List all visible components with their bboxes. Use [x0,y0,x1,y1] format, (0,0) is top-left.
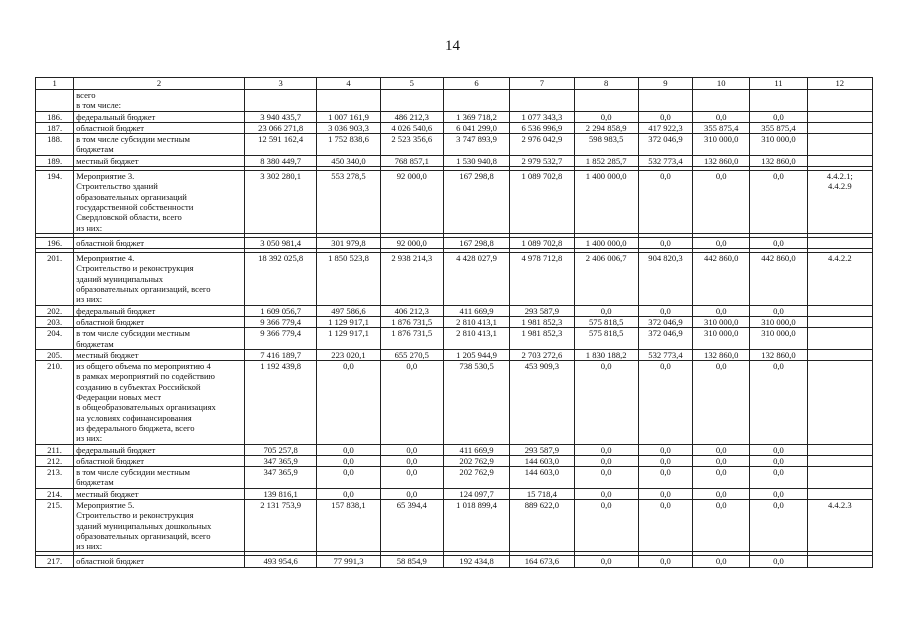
value-cell: 0,0 [693,237,750,248]
value-cell: 0,0 [693,455,750,466]
value-cell: 23 066 271,8 [244,122,316,133]
value-cell: 1 400 000,0 [574,171,638,234]
value-cell: 575 818,5 [574,316,638,327]
value-cell: 0,0 [693,499,750,551]
row-number-cell: 186. [36,111,74,122]
value-cell: 92 000,0 [380,171,443,234]
value-cell: 0,0 [380,488,443,499]
value-cell: 4 978 712,8 [510,253,574,305]
value-cell: 2 810 413,1 [443,316,509,327]
row-description-cell: в том числе субсидии местным бюджетам [74,134,245,156]
row-number-cell: 214. [36,488,74,499]
row-code-cell [807,349,872,360]
row-description-cell: местный бюджет [74,349,245,360]
value-cell: 139 816,1 [244,488,316,499]
value-cell: 1 400 000,0 [574,237,638,248]
row-code-cell [807,90,872,112]
value-cell: 598 983,5 [574,134,638,156]
value-cell: 0,0 [750,467,807,489]
value-cell: 0,0 [638,361,692,444]
value-cell: 310 000,0 [693,316,750,327]
value-cell: 301 979,8 [317,237,380,248]
column-header: 11 [750,78,807,90]
table-row [36,455,873,466]
value-cell: 1 876 731,5 [380,328,443,350]
row-description-cell: Мероприятие 5. Строительство и реконструкция зданий муниципальных дошкольных образовательных организаций, всего из них: [74,499,245,551]
row-code-cell: 4.4.2.2 [807,253,872,305]
row-code-cell [807,361,872,444]
row-description-cell: Мероприятие 4. Строительство и реконструкция зданий муниципальных образовательных организаций, всего из них: [74,253,245,305]
value-cell: 411 669,9 [443,444,509,455]
table-row [36,134,873,156]
value-cell: 310 000,0 [693,134,750,156]
value-cell: 1 852 285,7 [574,155,638,166]
value-cell: 157 838,1 [317,499,380,551]
value-cell: 6 536 996,9 [510,122,574,133]
table-row [36,328,873,350]
value-cell: 0,0 [574,488,638,499]
row-number-cell: 201. [36,253,74,305]
column-header: 8 [574,78,638,90]
table-row [36,237,873,248]
value-cell: 202 762,9 [443,467,509,489]
value-cell: 310 000,0 [750,134,807,156]
value-cell: 0,0 [574,111,638,122]
row-code-cell [807,328,872,350]
value-cell: 3 747 893,9 [443,134,509,156]
value-cell: 355 875,4 [693,122,750,133]
column-header: 5 [380,78,443,90]
value-cell [317,90,380,112]
row-description-cell: всего в том числе: [74,90,245,112]
page-number: 14 [445,38,460,54]
value-cell: 0,0 [638,467,692,489]
value-cell: 164 673,6 [510,556,574,567]
table-row [36,361,873,444]
value-cell: 0,0 [638,556,692,567]
value-cell: 293 587,9 [510,305,574,316]
value-cell: 2 523 356,6 [380,134,443,156]
table-row [36,488,873,499]
value-cell: 58 854,9 [380,556,443,567]
row-number-cell: 202. [36,305,74,316]
value-cell: 372 046,9 [638,328,692,350]
column-header: 4 [317,78,380,90]
column-header: 3 [244,78,316,90]
value-cell: 0,0 [750,488,807,499]
value-cell: 3 050 981,4 [244,237,316,248]
value-cell: 0,0 [380,467,443,489]
value-cell: 0,0 [638,305,692,316]
value-cell: 904 820,3 [638,253,692,305]
row-code-cell [807,455,872,466]
value-cell: 738 530,5 [443,361,509,444]
value-cell: 92 000,0 [380,237,443,248]
value-cell [574,90,638,112]
value-cell: 347 365,9 [244,467,316,489]
row-description-cell: в том числе субсидии местным бюджетам [74,467,245,489]
value-cell: 202 762,9 [443,455,509,466]
value-cell: 486 212,3 [380,111,443,122]
row-description-cell: федеральный бюджет [74,305,245,316]
value-cell: 2 406 006,7 [574,253,638,305]
value-cell: 1 129 917,1 [317,316,380,327]
row-number-cell: 205. [36,349,74,360]
value-cell: 0,0 [380,444,443,455]
value-cell: 2 294 858,9 [574,122,638,133]
value-cell: 0,0 [638,488,692,499]
value-cell: 2 131 753,9 [244,499,316,551]
row-number-cell: 213. [36,467,74,489]
value-cell: 0,0 [750,305,807,316]
column-header: 7 [510,78,574,90]
row-number-cell: 188. [36,134,74,156]
value-cell: 310 000,0 [750,328,807,350]
value-cell: 6 041 299,0 [443,122,509,133]
value-cell: 0,0 [317,488,380,499]
row-number-cell: 204. [36,328,74,350]
value-cell: 1 205 944,9 [443,349,509,360]
row-description-cell: местный бюджет [74,155,245,166]
table-row [36,499,873,551]
row-description-cell: областной бюджет [74,237,245,248]
value-cell: 0,0 [750,444,807,455]
value-cell: 411 669,9 [443,305,509,316]
value-cell: 0,0 [693,467,750,489]
row-number-cell: 203. [36,316,74,327]
value-cell: 0,0 [693,556,750,567]
value-cell: 1 752 838,6 [317,134,380,156]
value-cell: 0,0 [317,444,380,455]
value-cell: 2 703 272,6 [510,349,574,360]
value-cell: 132 860,0 [693,349,750,360]
value-cell: 77 991,3 [317,556,380,567]
value-cell: 1 850 523,8 [317,253,380,305]
table-row [36,122,873,133]
value-cell: 1 077 343,3 [510,111,574,122]
value-cell [750,90,807,112]
value-cell: 0,0 [638,455,692,466]
value-cell: 0,0 [693,488,750,499]
value-cell: 1 830 188,2 [574,349,638,360]
value-cell: 65 394,4 [380,499,443,551]
value-cell [443,90,509,112]
value-cell: 3 940 435,7 [244,111,316,122]
row-code-cell [807,444,872,455]
row-description-cell: местный бюджет [74,488,245,499]
value-cell: 532 773,4 [638,155,692,166]
value-cell: 0,0 [693,444,750,455]
row-code-cell [807,155,872,166]
value-cell: 347 365,9 [244,455,316,466]
value-cell: 12 591 162,4 [244,134,316,156]
value-cell [244,90,316,112]
value-cell: 4 026 540,6 [380,122,443,133]
row-code-cell [807,122,872,133]
value-cell: 0,0 [693,171,750,234]
row-code-cell [807,305,872,316]
value-cell: 0,0 [574,361,638,444]
value-cell: 0,0 [693,111,750,122]
column-header: 1 [36,78,74,90]
column-header: 9 [638,78,692,90]
value-cell: 1 876 731,5 [380,316,443,327]
value-cell: 1 192 439,8 [244,361,316,444]
value-cell: 0,0 [317,361,380,444]
value-cell: 442 860,0 [693,253,750,305]
value-cell: 2 810 413,1 [443,328,509,350]
row-code-cell [807,111,872,122]
table-row [36,253,873,305]
row-description-cell: Мероприятие 3. Строительство зданий образовательных организаций государственной собственности Свердловской области, всего из них: [74,171,245,234]
row-code-cell [807,316,872,327]
row-code-cell [807,134,872,156]
row-number-cell: 212. [36,455,74,466]
value-cell: 0,0 [638,171,692,234]
value-cell: 1 530 940,8 [443,155,509,166]
row-code-cell: 4.4.2.1; 4.4.2.9 [807,171,872,234]
value-cell: 167 298,8 [443,171,509,234]
value-cell: 15 718,4 [510,488,574,499]
row-number-cell: 189. [36,155,74,166]
value-cell: 406 212,3 [380,305,443,316]
value-cell: 355 875,4 [750,122,807,133]
value-cell: 132 860,0 [750,349,807,360]
column-header: 12 [807,78,872,90]
value-cell: 1 981 852,3 [510,316,574,327]
value-cell: 0,0 [380,361,443,444]
row-description-cell: областной бюджет [74,316,245,327]
value-cell: 442 860,0 [750,253,807,305]
value-cell: 575 818,5 [574,328,638,350]
value-cell: 0,0 [574,305,638,316]
value-cell: 132 860,0 [750,155,807,166]
row-description-cell: в том числе субсидии местным бюджетам [74,328,245,350]
value-cell: 0,0 [638,499,692,551]
value-cell: 0,0 [574,444,638,455]
budget-table [35,77,873,568]
table-row [36,556,873,567]
value-cell: 0,0 [574,556,638,567]
row-number-cell: 215. [36,499,74,551]
value-cell: 0,0 [750,361,807,444]
value-cell: 372 046,9 [638,134,692,156]
value-cell: 3 302 280,1 [244,171,316,234]
value-cell: 4 428 027,9 [443,253,509,305]
row-number-cell: 196. [36,237,74,248]
row-description-cell: федеральный бюджет [74,444,245,455]
table-header-row [36,78,873,90]
value-cell: 7 416 189,7 [244,349,316,360]
row-description-cell: областной бюджет [74,122,245,133]
value-cell: 372 046,9 [638,316,692,327]
value-cell: 1 981 852,3 [510,328,574,350]
value-cell: 2 979 532,7 [510,155,574,166]
value-cell: 655 270,5 [380,349,443,360]
value-cell: 0,0 [750,171,807,234]
value-cell: 0,0 [693,361,750,444]
value-cell: 0,0 [750,499,807,551]
value-cell: 18 392 025,8 [244,253,316,305]
value-cell: 0,0 [380,455,443,466]
value-cell: 1 089 702,8 [510,171,574,234]
row-description-cell: областной бюджет [74,455,245,466]
value-cell: 132 860,0 [693,155,750,166]
value-cell: 0,0 [574,455,638,466]
value-cell: 0,0 [317,455,380,466]
row-number-cell: 211. [36,444,74,455]
value-cell: 453 909,3 [510,361,574,444]
value-cell: 310 000,0 [693,328,750,350]
value-cell: 1 129 917,1 [317,328,380,350]
value-cell [638,90,692,112]
table-row [36,444,873,455]
table-row [36,111,873,122]
value-cell: 1 609 056,7 [244,305,316,316]
row-code-cell [807,467,872,489]
row-code-cell [807,556,872,567]
value-cell: 0,0 [638,111,692,122]
value-cell: 532 773,4 [638,349,692,360]
value-cell: 310 000,0 [750,316,807,327]
value-cell: 553 278,5 [317,171,380,234]
value-cell: 1 018 899,4 [443,499,509,551]
value-cell: 0,0 [693,305,750,316]
value-cell: 705 257,8 [244,444,316,455]
column-header: 10 [693,78,750,90]
table-row [36,349,873,360]
value-cell: 0,0 [317,467,380,489]
table-row [36,305,873,316]
value-cell [380,90,443,112]
row-code-cell [807,488,872,499]
row-code-cell [807,237,872,248]
value-cell: 0,0 [638,444,692,455]
table-row [36,316,873,327]
value-cell: 9 366 779,4 [244,316,316,327]
table-row [36,467,873,489]
value-cell: 1 369 718,2 [443,111,509,122]
value-cell: 293 587,9 [510,444,574,455]
value-cell [693,90,750,112]
value-cell: 1 089 702,8 [510,237,574,248]
value-cell: 144 603,0 [510,467,574,489]
row-description-cell: областной бюджет [74,556,245,567]
row-code-cell: 4.4.2.3 [807,499,872,551]
value-cell: 144 603,0 [510,455,574,466]
value-cell: 2 976 042,9 [510,134,574,156]
value-cell: 0,0 [574,499,638,551]
value-cell: 0,0 [750,237,807,248]
value-cell [510,90,574,112]
value-cell: 0,0 [750,556,807,567]
value-cell: 417 922,3 [638,122,692,133]
value-cell: 192 434,8 [443,556,509,567]
row-number-cell [36,90,74,112]
value-cell: 0,0 [750,111,807,122]
row-description-cell: из общего объема по мероприятию 4 в рамках мероприятий по содействию созданию в субъектах Российской Федерации новых мест в общеобразовательных организациях на условиях софинансирования из федерального бюджета, всего из них: [74,361,245,444]
value-cell: 493 954,6 [244,556,316,567]
row-number-cell: 194. [36,171,74,234]
column-header: 6 [443,78,509,90]
value-cell: 0,0 [638,237,692,248]
value-cell: 768 857,1 [380,155,443,166]
value-cell: 167 298,8 [443,237,509,248]
value-cell: 2 938 214,3 [380,253,443,305]
value-cell: 124 097,7 [443,488,509,499]
value-cell: 223 020,1 [317,349,380,360]
table-row [36,90,873,112]
row-number-cell: 187. [36,122,74,133]
table-row [36,155,873,166]
value-cell: 1 007 161,9 [317,111,380,122]
row-number-cell: 217. [36,556,74,567]
value-cell: 8 380 449,7 [244,155,316,166]
value-cell: 0,0 [750,455,807,466]
value-cell: 3 036 903,3 [317,122,380,133]
value-cell: 889 622,0 [510,499,574,551]
value-cell: 450 340,0 [317,155,380,166]
value-cell: 497 586,6 [317,305,380,316]
value-cell: 9 366 779,4 [244,328,316,350]
row-number-cell: 210. [36,361,74,444]
row-description-cell: федеральный бюджет [74,111,245,122]
column-header: 2 [74,78,245,90]
table-row [36,171,873,234]
value-cell: 0,0 [574,467,638,489]
